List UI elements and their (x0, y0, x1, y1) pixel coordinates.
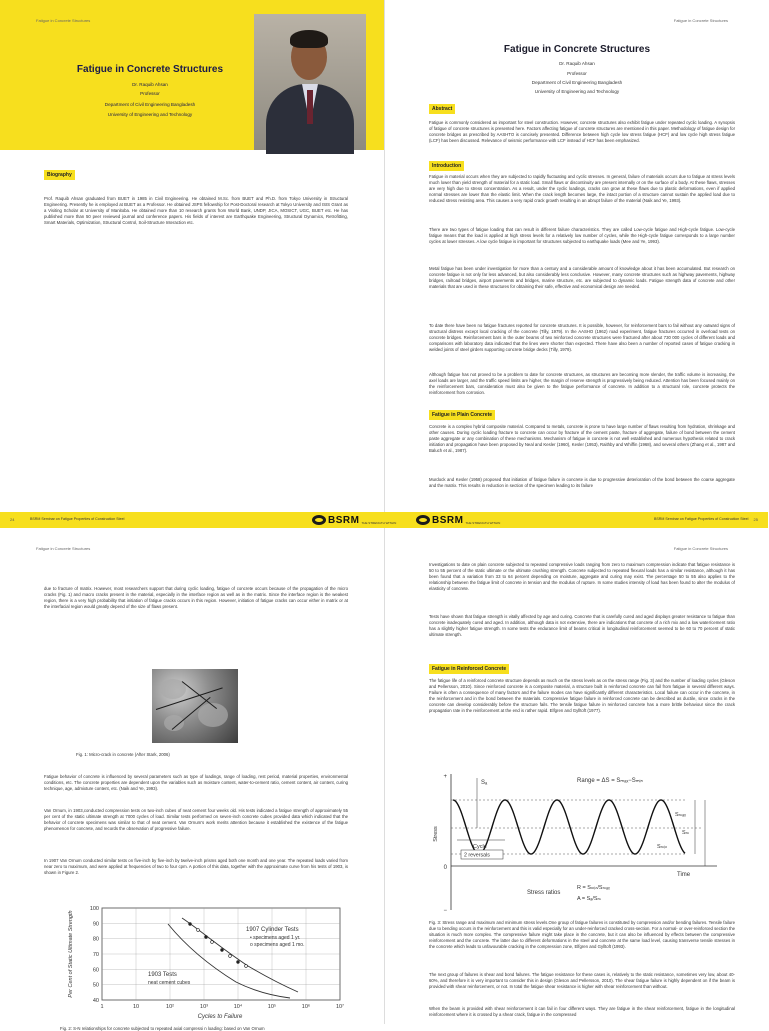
body-paragraph-4: In 1907 Van Ornum conducted similar tests on five-inch by five-inch by twelve-inch prisms aged both one month and one year. The repeated loads varied from near zero to maximum, and were applied at frequencies of two to four cpm. A portion of this data, together with the approximate curve from his tests of 1903, is shown in Figure 2. (44, 858, 348, 875)
bsrm-logo-icon (416, 515, 430, 525)
body-paragraph-1: due to fracture of matrix. However, most researchers support that during cyclic loading, fatigue of concrete occurs because of the propagation of the micro cracks (Fig. 1) and macro cracks present in the material, especially in the interface region as well as in the matrix. Since the interface region is the weakest region, there is a very high probability that initiation of fatigue cracks occurs in this region. However, initiation of fatigue cracks can occur either in matrix or at the interfacial region would greatly depend of the size of flaws present. (44, 586, 348, 609)
page-right-bottom (384, 528, 768, 1024)
plain-paragraph-2: Murdock and Kesler (1958) proposed that initiation of fatigue failure in concrete is due to progressive deterioration of the bond between the coarse aggregate and the matrix. This results in reduction in section of the specimen leading to its failure (429, 477, 735, 488)
bsrm-logo-icon (312, 515, 326, 525)
sn-data-point (197, 929, 200, 932)
abstract-text: Fatigue is commonly considered as important for steel construction. However, concrete structures also exhibit fatigue under repeated cyclic loading. A synopsis of fatigue of concrete structures is presented here. Factors affecting fatigue of concrete structures are mentioned in this paper. Methodology of fatigue design for concrete bridges as prescribed by AASHTO is concisely presented. Difference between high cycle low stress fatigue (HCF) and low cycle high stress fatigue (LCF) has been discussed. Relevance of seismic performance with LCF instead of HCF has been emphasized. (429, 120, 735, 143)
author-name: Dr. Raquib Ahsan (559, 61, 595, 66)
sn-x-tick: 10⁷ (335, 1004, 345, 1010)
body-paragraph-3: Van Ornum, in 1903,conducted compression tests on two-inch cubes of neat cement four weeks old. His tests indicated a fatigue strength of approximately 55 per cent of the static ultimate strength at 7000 cycles of load. Similar tests performed on seven-inch concrete cubes provided data which indicated that the behavior of concrete specimens was similar to that of neat cement. Van Ornum's work merits attention because it established the existence of the fatigue phenomenon for concrete, and records the observation of progressive failure. (44, 808, 348, 831)
sn-legend-1907-a: • specimens aged 1 yr. (250, 935, 301, 941)
sn-data-point (211, 941, 214, 944)
body-paragraph-3: The fatigue life of a reinforced concrete structure depends as much on the stress levels as on the stress range (Fig. 3) and the number of loading cycles (Gleson and Pellersson, 2010). Since reinforced concrete is a composite material, a structure built in reinforced concrete can fail from fatigue in several different ways. Failure is often a consequence of many factors and the failure modes can have significantly different characteristics. Local failure can occur in the concrete, in the reinforcement and in the bond between the materials. Compressive fatigue failure in reinforced concrete can be described as ductile, since cracks in the concrete can develop considerably before the structure fails. The tensile fatigue failure in reinforced concrete has a more brittle behaviour since the crack propagation rate in the reinforcement at the end is rather rapid. Elfgren and Gylltoft (1977). (429, 678, 735, 713)
stress-ratios-label: Stress ratios (527, 890, 561, 896)
intro-paragraph-4: To date there have been no fatigue fractures reported for concrete structures. It is possible, however, for reinforcement bars to fail without any outward signs of structural distress except local cracking of the concrete (Tilly, 1979). In the AASHO (1962) road experiment, fatigue fractures occurred in overload tests on concrete bridges. Reinforcement bars in the outer beams of two reinforced concrete structures were fractured after about 730 000 cycles of different loads and comparisons with laboratory data indicated that the lines were shorter than expected. There have also been a number of reported cases of fatigue cracking in welded joints of steel girders supporting concrete bridge decks (Tilly, 1979). (429, 323, 735, 352)
introduction-heading: Introduction (429, 161, 464, 171)
ratio-r: R = Sₘᵢₙ/Sₘₐₓ (577, 885, 610, 891)
sn-x-tick: 10⁴ (233, 1004, 243, 1010)
svg-text:−: − (443, 908, 447, 914)
body-paragraph-2: Tests have shown that fatigue strength is vitally affected by age and curing. Concrete that is carefully cured and aged displays greater resistance to fatigue than concrete inadequately cured and aged. In addition, although data is not extensive, there are indications that concrete of a rich mix and a low water/cement ratio has a slightly higher fatigue strength. In some tests the endurance limit of beams critical in longitudinal reinforcement seemed to be 60 to 70 percent of static ultimate strength. (429, 614, 735, 637)
page-left-top (0, 0, 384, 512)
sn-y-tick: 60 (92, 967, 99, 974)
sn-data-point (237, 961, 240, 964)
smin-label: Sₘᵢₙ (657, 844, 668, 850)
author-role: Professor (567, 71, 587, 76)
sn-y-tick: 100 (89, 906, 99, 912)
sn-y-tick: 40 (92, 998, 99, 1004)
zero-label: 0 (443, 865, 447, 871)
reversals-label: 2 reversals (464, 852, 490, 859)
bsrm-logo: BSRM THE STRENGTH WITHIN (416, 514, 500, 526)
author-photo (254, 14, 366, 150)
spread-top (0, 0, 768, 512)
author-department: Department of Civil Engineering Bangladesh (531, 80, 623, 85)
spread-bottom (0, 528, 768, 1031)
page-right-top (384, 0, 768, 512)
page-number-right: 25 (753, 517, 758, 522)
intro-paragraph-1: Fatigue in material occurs when they are subjected to rapidly fluctuating and cyclic stresses. In general, failure of materials occurs due to fatigue at stress levels much lower than yield strength of material for a static load. Small flaws or discontinuity are present internally or on the surface of a body. At these flaws, stresses are very high due to stress concentration. As a result, under the cyclic loadings, cracks can grow at these flaws due to plastic deformations, even if applied normal stresses are lower than the elastic limit. When the crack length becomes large, the intact portion of a structure cannot sustain the applied load due to reduced stress resisting area. This causes a very rapid crack growth resulting in an abrupt failure of the material (Naik and Ye, 1993). (429, 174, 735, 203)
sn-legend-1903-a: 1903 Tests (148, 972, 177, 978)
sn-x-tick: 10⁶ (301, 1004, 311, 1010)
footer-text-right: BSRM Seminar on Fatigue Properties of Construction Steel (654, 517, 749, 521)
body-paragraph-1: Investigations to date on plain concrete subjected to repeated compressive loads ranging from zero to maximum compression indicate that fatigue resistance is 50 to 55 percent of the static ultimate or the ultimate crushing strength. Concrete subjected to repeated flexural loads has a similar resistance, although it has been found that a variation from 33 to 64 percent depending on moisture, aggregate and curing may exist. The percentage 50 to 55 also applies to the relationship between the fatigue limit of concrete in tension and the modulus of rupture. In some studies intensity of load has been found to alter the modulus of elasticity of concrete. (429, 562, 735, 591)
sn-y-tick: 80 (92, 936, 99, 943)
intro-paragraph-5: Although fatigue has not proved to be a problem to date for concrete structures, as structures are becoming more slender, the traffic volume is increasing, the axel loads are larger, and the traffic speed limits are higher, the margin of reserve strength is progressively being reduced. Attention has been focused mainly on the reinforcement bars, consideration must also be given to the fatigue performance of concrete. In addition to a structural role, concrete protects the reinforcement from corrosion. (429, 372, 735, 395)
page-number-left: 24 (10, 517, 15, 522)
sn-x-axis-label: Cycles to Failure (197, 1014, 243, 1020)
reinforced-concrete-heading: Fatigue in Reinforced Concrete (429, 664, 509, 674)
article-title: Fatigue in Concrete Structures (76, 64, 224, 75)
ratio-a: A = Sₐ/Sₘ (577, 896, 601, 902)
svg-text:+: + (443, 774, 447, 780)
sn-legend-1907-b: o specimens aged 1 mo. (250, 942, 305, 948)
author-university: University of Engineering and Technology (534, 89, 620, 94)
sn-curve-chart (60, 904, 350, 1022)
intro-paragraph-3: Metal fatigue has been under investigation for more than a century and a considerable amount of knowledge about it has been accumulated. But research on concrete fatigue is not only far less advanced, but also considerably less conclusive. However, many concrete structures such as highway pavements, highway bridges, railroad bridges, airport pavements and bridges, marine structure, etc. are subjected to dynamic loads. Fatigue strength data of concrete and other materials that are used in these structures for obtaining their safe, effective and economical design are needed. (429, 266, 735, 289)
sn-x-tick: 10⁵ (267, 1004, 277, 1010)
sn-y-tick: 50 (92, 982, 99, 989)
micro-crack-photo (152, 669, 238, 743)
smax-label: Sₘₐₓ (675, 812, 686, 818)
sn-x-tick: 1 (100, 1004, 104, 1010)
sm-label: Sₘ (682, 830, 690, 836)
author-university: University of Engineering and Technology (107, 112, 193, 117)
sn-y-axis-label: Per Cent of Static Ultimate Strength (68, 910, 74, 998)
page-left-bottom (0, 528, 384, 1031)
sn-data-point (205, 936, 208, 939)
intro-paragraph-2: There are two types of fatigue loading that can result in different failure characteristics. They are called Low-cycle fatigue and High-cycle fatigue. Low-cycle fatigue means that the load is applied at high stress levels for a relatively low number of cycles, while the High-cycle fatigue corresponds to a large number cycles at lower stresses. A low cycle fatigue is important for structures subjected to earthquake loads (Mee and Ye, 1993). (429, 227, 735, 244)
time-axis-label: Time (677, 872, 691, 878)
sn-data-point (229, 955, 232, 958)
cycle-label: Cycle (473, 844, 487, 850)
body-paragraph-4: The next group of failures is shear and bond failures. The fatigue resistance for these cases is, relatively to the static resistance, sometimes very low, about 40-60%, and therefore it is very important to consider this in design (Gleson and Pellersson, 2010). The shear fatigue failure is highly dependent on if the beam is provided with shear reinforcement, or not. In total the fatigue shear resistance is higher with shear reinforcement than without. (429, 972, 735, 989)
author-name: Dr. Raquib Ahsan (132, 82, 168, 87)
sn-x-tick: 10 (132, 1004, 140, 1010)
body-paragraph-5: When the beam is provided with shear reinforcement it can fail in four different ways. They are fatigue in the shear reinforcement, fatigue in the longitudinal reinforcement where it is crossed by a shear crack, fatigue in the compressed (429, 1006, 735, 1017)
sn-data-point (189, 923, 192, 926)
footer-strip (0, 512, 768, 528)
sn-data-point (221, 949, 224, 952)
bsrm-logo: BSRM THE STRENGTH WITHIN (312, 514, 396, 526)
stress-axis-label: Stress (433, 826, 439, 842)
body-paragraph-2: Fatigue behavior of concrete is influenced by several parameters such as type of loadings, range of loading, rest period, material properties, environmental conditions, etc. The concrete properties are dependent upon the variables such as moisture content, water-to-cement ratio, cement content, air content, curing technique, age, admixture content, etc. (Naik and Ye, 1993). (44, 774, 348, 791)
sn-data-point (245, 965, 248, 968)
figure-2-caption: Fig. 2: S-N relationships for concrete subjected to repeated axial compressi n loading: based on Van Ornum (60, 1026, 265, 1031)
stress-sine-wave (453, 800, 685, 854)
running-head: Fatigue in Concrete Structures (36, 18, 91, 23)
author-role: Professor (140, 91, 160, 96)
sn-y-tick: 90 (92, 921, 99, 928)
sn-y-tick: 70 (92, 952, 99, 958)
figure-1-caption: Fig. 1: Micro-crack in concrete (After Stark, 2006) (76, 752, 170, 757)
sn-x-tick: 10³ (200, 1004, 208, 1010)
article-title: Fatigue in Concrete Structures (503, 44, 651, 55)
author-department: Department of Civil Engineering Bangladesh (104, 102, 196, 107)
abstract-heading: Abstract (429, 104, 455, 114)
biography-text: Prof. Raquib Ahsan graduated from BUET in 1985 in Civil Engineering. He obtained M.Sc. from BUET and Ph.D. from Tokyo University in Structural Engineering. Presently he is employed at BUET as a Professor. He obtained JSPS fellowship for Post-Doctoral research at Tokyo University and ISIS Grant as a Visiting Scholar at University of Manitoba. He obtained more than 10 research grants from World Bank, UNDP, JICA, MOSICT, UGC, BUET etc. He has published more than 50 peer reviewed journal and conference papers. His fields of interest are Earthquake Engineering, Structural Dynamics, Retrofitting, Smart Materials, Optimization, Structural Control, Soil-Structure Interaction etc. (44, 196, 348, 225)
biography-heading: Biography (44, 170, 75, 180)
running-head: Fatigue in Concrete Structures (673, 546, 728, 551)
footer-text-left: BSRM Seminar on Fatigue Properties of Construction Steel (30, 517, 125, 521)
sn-legend-1907-title: 1907 Cylinder Tests (246, 927, 299, 933)
plain-paragraph-1: Concrete is a complex hybrid composite material. Compared to metals, concrete is prone to have large number of flaws resulting from hydration, shrinkage and other causes. During cyclic loading fracture to concrete can occur by fracture of the cement paste, fracture of aggregate, failure of bond between the cement paste aggregate or any combination of these mechanisms. Mechanism of fatigue in concrete is not well established and numerous hypothesis related to crack initiation and propagation have been proposed by Neal and Kesler (1960), Kesler (1953), Raithby and Whiffin (1968), and several others (Zhang et al., 1987 and Baluch et al., 1987). (429, 424, 735, 453)
plain-concrete-heading: Fatigue in Plain Concrete (429, 410, 495, 420)
figure-3-caption: Fig. 3: Stress range and maximum and minimum stress levels.One group of fatigue failures is constituted by compression and/or bending failures. Tensile failure due to bending occurs in the reinforcement and this is valid especially for an under-reinforced cracked cross-section. For a normal- or over-reinforced section the situation is much more complex. The compressive failure might take place in the concrete, but it can also be influenced by effects between the compressive reinforcement and the concrete. The latter due to different deformations in the steel and concrete at the same load level, causing transverse tensile stresses in the concrete which leads to unfavourable cracking in the compression zone, Elfgren and Gylltoft (1993). (429, 920, 735, 949)
running-head: Fatigue in Concrete Structures (36, 546, 91, 551)
sn-legend-1903-b: neat cement cubes (148, 980, 191, 986)
running-head: Fatigue in Concrete Structures (673, 18, 728, 23)
stress-cycle-diagram (427, 770, 727, 918)
sn-x-tick: 10² (166, 1004, 174, 1010)
sa-label: Sₐ (481, 780, 488, 786)
range-label: Range = ΔS = Sₘₐₓ−Sₘᵢₙ (577, 778, 643, 784)
